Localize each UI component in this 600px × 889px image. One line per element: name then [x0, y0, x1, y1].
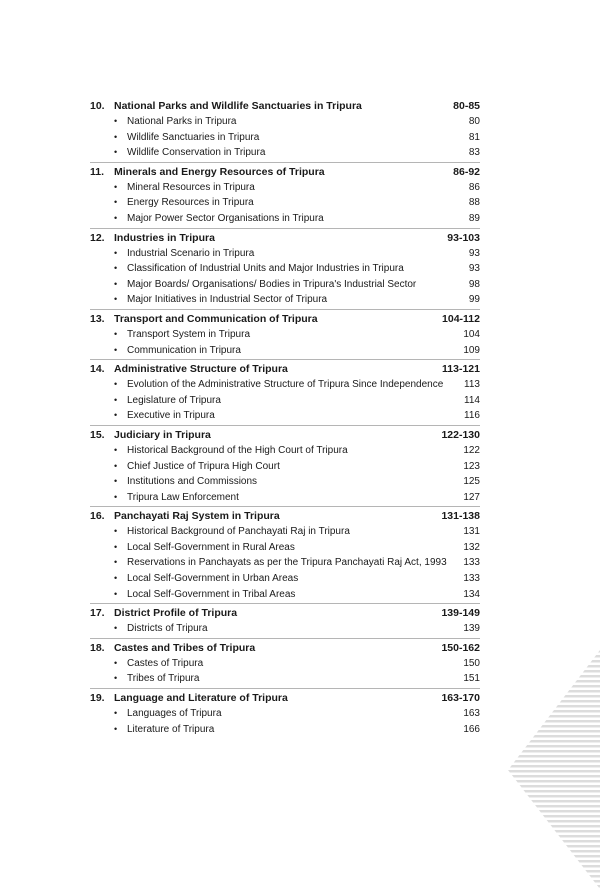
section-page-range: 150-162 — [441, 641, 480, 654]
section-entries — [90, 443, 480, 506]
bullet-icon: • — [114, 263, 118, 274]
section-number: 12. — [90, 231, 105, 244]
entry-page-number: 133 — [463, 557, 480, 569]
entry-page-number: 116 — [464, 410, 480, 422]
entry-title: Wildlife Sanctuaries in Tripura — [127, 131, 260, 143]
entry-title: Tripura Law Enforcement — [127, 491, 239, 503]
bullet-icon: • — [114, 394, 118, 405]
toc-entry — [90, 377, 480, 393]
entry-title: Major Power Sector Organisations in Tripura — [127, 212, 324, 224]
entry-page-number: 133 — [463, 573, 480, 585]
section-heading — [90, 639, 480, 656]
section-page-range: 80-85 — [453, 100, 480, 112]
section-title: Panchayati Raj System in Tripura — [114, 510, 280, 523]
section-title: Transport and Communication of Tripura — [114, 312, 318, 325]
section-entries — [90, 377, 480, 425]
section-number: 15. — [90, 428, 105, 441]
section-heading — [90, 507, 480, 524]
bullet-icon: • — [114, 573, 118, 584]
section-title: District Profile of Tripura — [114, 607, 238, 620]
bullet-icon: • — [114, 328, 118, 339]
entry-page-number: 104 — [463, 328, 480, 340]
entry-page-number: 134 — [463, 588, 480, 600]
bullet-icon: • — [114, 247, 118, 258]
toc-entry — [90, 571, 480, 587]
bullet-icon: • — [114, 379, 118, 390]
toc-entry — [90, 722, 480, 738]
section-number: 10. — [90, 100, 105, 112]
bullet-icon: • — [114, 541, 118, 552]
bullet-icon: • — [114, 444, 118, 455]
entry-page-number: 114 — [464, 394, 480, 406]
section-entries — [90, 621, 480, 638]
entry-title: Tribes of Tripura — [127, 673, 200, 685]
bullet-icon: • — [114, 708, 118, 719]
section-title: Language and Literature of Tripura — [114, 692, 288, 705]
entry-page-number: 83 — [468, 147, 480, 159]
section-page-range: 113-121 — [442, 363, 480, 376]
toc-entry — [90, 261, 480, 277]
bullet-icon: • — [114, 526, 118, 537]
section-number: 14. — [90, 363, 105, 376]
section-page-range: 163-170 — [441, 692, 480, 705]
section-page-range: 139-149 — [441, 607, 480, 620]
toc-entry — [90, 706, 480, 722]
bullet-icon: • — [114, 557, 118, 568]
bullet-icon: • — [114, 197, 118, 208]
toc-section — [90, 97, 480, 163]
toc-entry — [90, 443, 480, 459]
entry-page-number: 81 — [468, 131, 480, 143]
entry-title: Historical Background of the High Court of Tripura — [127, 444, 348, 456]
entry-page-number: 166 — [463, 723, 480, 735]
toc-entry — [90, 343, 480, 359]
toc-entry — [90, 246, 480, 262]
entry-page-number: 93 — [468, 247, 480, 259]
toc-entry — [90, 211, 480, 227]
section-entries — [90, 656, 480, 688]
entry-title: Energy Resources in Tripura — [127, 197, 254, 209]
entry-page-number: 88 — [468, 197, 480, 209]
entry-title: Languages of Tripura — [127, 708, 222, 720]
entry-title: Evolution of the Administrative Structure of Tripura Since Independence — [127, 379, 444, 391]
toc-entry — [90, 327, 480, 343]
section-heading — [90, 689, 480, 706]
bullet-icon: • — [114, 294, 118, 305]
bullet-icon: • — [114, 723, 118, 734]
entry-page-number: 86 — [468, 181, 480, 193]
entry-title: Local Self-Government in Rural Areas — [127, 541, 295, 553]
bullet-icon: • — [114, 673, 118, 684]
bullet-icon: • — [114, 116, 118, 126]
section-title: National Parks and Wildlife Sanctuaries in Tripura — [114, 100, 362, 112]
section-heading — [90, 426, 480, 443]
entry-page-number: 139 — [463, 623, 480, 635]
bullet-icon: • — [114, 278, 118, 289]
toc-entry — [90, 292, 480, 308]
section-page-range: 131-138 — [441, 510, 480, 523]
toc-entry — [90, 656, 480, 672]
bullet-icon: • — [114, 491, 118, 502]
section-number: 19. — [90, 692, 105, 705]
section-title: Industries in Tripura — [114, 231, 215, 244]
toc-entry — [90, 490, 480, 506]
entry-title: Executive in Tripura — [127, 410, 215, 422]
section-page-range: 93-103 — [447, 231, 480, 244]
entry-page-number: 113 — [464, 379, 480, 391]
entry-page-number: 93 — [468, 263, 480, 275]
entry-page-number: 127 — [463, 491, 480, 503]
toc-section — [90, 689, 480, 738]
toc-section — [90, 360, 480, 426]
toc-entry — [90, 671, 480, 687]
section-heading — [90, 604, 480, 621]
entry-page-number: 131 — [463, 526, 480, 538]
toc-entry — [90, 524, 480, 540]
entry-page-number: 125 — [463, 476, 480, 488]
toc-section — [90, 310, 480, 360]
toc-section — [90, 163, 480, 229]
entry-title: Communication in Tripura — [127, 344, 241, 356]
toc-entry — [90, 114, 480, 130]
bullet-icon: • — [114, 344, 118, 355]
bullet-icon: • — [114, 476, 118, 487]
entry-title: Historical Background of Panchayati Raj in Tripura — [127, 526, 350, 538]
section-title: Castes and Tribes of Tripura — [114, 641, 256, 654]
bullet-icon: • — [114, 460, 118, 471]
bullet-icon: • — [114, 657, 118, 668]
section-number: 17. — [90, 607, 105, 620]
bullet-icon: • — [114, 147, 118, 158]
section-heading — [90, 310, 480, 327]
entry-page-number: 151 — [463, 673, 480, 685]
toc-entry — [90, 393, 480, 409]
toc-entry — [90, 459, 480, 475]
entry-title: Reservations in Panchayats as per the Tripura Panchayati Raj Act, 1993 — [127, 557, 447, 569]
decorative-stripe-triangle — [508, 650, 600, 889]
section-heading — [90, 229, 480, 246]
toc-entry — [90, 145, 480, 161]
section-entries — [90, 706, 480, 738]
toc-entry — [90, 130, 480, 146]
entry-title: Major Initiatives in Industrial Sector of Tripura — [127, 294, 328, 306]
toc-entry — [90, 277, 480, 293]
entry-page-number: 80 — [468, 116, 480, 127]
toc-entry — [90, 587, 480, 603]
entry-title: Literature of Tripura — [127, 723, 215, 735]
section-number: 18. — [90, 641, 105, 654]
entry-title: Districts of Tripura — [127, 623, 208, 635]
entry-page-number: 163 — [463, 708, 480, 720]
entry-page-number: 132 — [463, 541, 480, 553]
section-page-range: 122-130 — [441, 428, 480, 441]
entry-page-number: 109 — [463, 344, 480, 356]
toc-section — [90, 507, 480, 604]
toc-entry — [90, 474, 480, 490]
entry-title: National Parks in Tripura — [127, 116, 237, 127]
entry-page-number: 89 — [468, 212, 480, 224]
entry-title: Local Self-Government in Tribal Areas — [127, 588, 296, 600]
section-page-range: 104-112 — [442, 312, 480, 325]
entry-title: Local Self-Government in Urban Areas — [127, 573, 299, 585]
entry-title: Institutions and Commissions — [127, 476, 258, 488]
bullet-icon: • — [114, 588, 118, 599]
entry-page-number: 98 — [468, 278, 480, 290]
entry-title: Classification of Industrial Units and Major Industries in Tripura — [127, 263, 404, 275]
toc-entry — [90, 180, 480, 196]
entry-title: Major Boards/ Organisations/ Bodies in Tripura's Industrial Sector — [127, 278, 417, 290]
entry-page-number: 99 — [468, 294, 480, 306]
toc-section — [90, 426, 480, 507]
section-title: Minerals and Energy Resources of Tripura — [114, 165, 325, 178]
section-entries — [90, 524, 480, 603]
toc-entry — [90, 555, 480, 571]
bullet-icon: • — [114, 623, 118, 634]
entry-title: Industrial Scenario in Tripura — [127, 247, 255, 259]
section-entries — [90, 114, 480, 162]
entry-page-number: 123 — [463, 460, 480, 472]
section-entries — [90, 246, 480, 309]
bullet-icon: • — [114, 131, 118, 142]
section-title: Administrative Structure of Tripura — [114, 363, 288, 376]
entry-title: Castes of Tripura — [127, 657, 204, 669]
toc-entry — [90, 195, 480, 211]
section-number: 13. — [90, 312, 105, 325]
entry-title: Mineral Resources in Tripura — [127, 181, 255, 193]
section-page-range: 86-92 — [453, 165, 480, 178]
entry-title: Transport System in Tripura — [127, 328, 251, 340]
section-heading — [90, 97, 480, 114]
entry-title: Wildlife Conservation in Tripura — [127, 147, 266, 159]
section-title: Judiciary in Tripura — [114, 428, 211, 441]
toc-entry — [90, 621, 480, 637]
section-entries — [90, 180, 480, 228]
bullet-icon: • — [114, 181, 118, 192]
entry-title: Chief Justice of Tripura High Court — [127, 460, 280, 472]
entry-title: Legislature of Tripura — [127, 394, 221, 406]
bullet-icon: • — [114, 410, 118, 421]
entry-page-number: 122 — [463, 444, 480, 456]
bullet-icon: • — [114, 212, 118, 223]
section-heading — [90, 163, 480, 180]
entry-page-number: 150 — [463, 657, 480, 669]
section-number: 16. — [90, 510, 105, 523]
toc-section — [90, 604, 480, 639]
section-heading — [90, 360, 480, 377]
toc-entry — [90, 540, 480, 556]
toc-section — [90, 229, 480, 310]
section-entries — [90, 327, 480, 359]
toc-section — [90, 639, 480, 689]
toc-entry — [90, 408, 480, 424]
section-number: 11. — [90, 165, 105, 178]
table-of-contents — [90, 97, 480, 738]
